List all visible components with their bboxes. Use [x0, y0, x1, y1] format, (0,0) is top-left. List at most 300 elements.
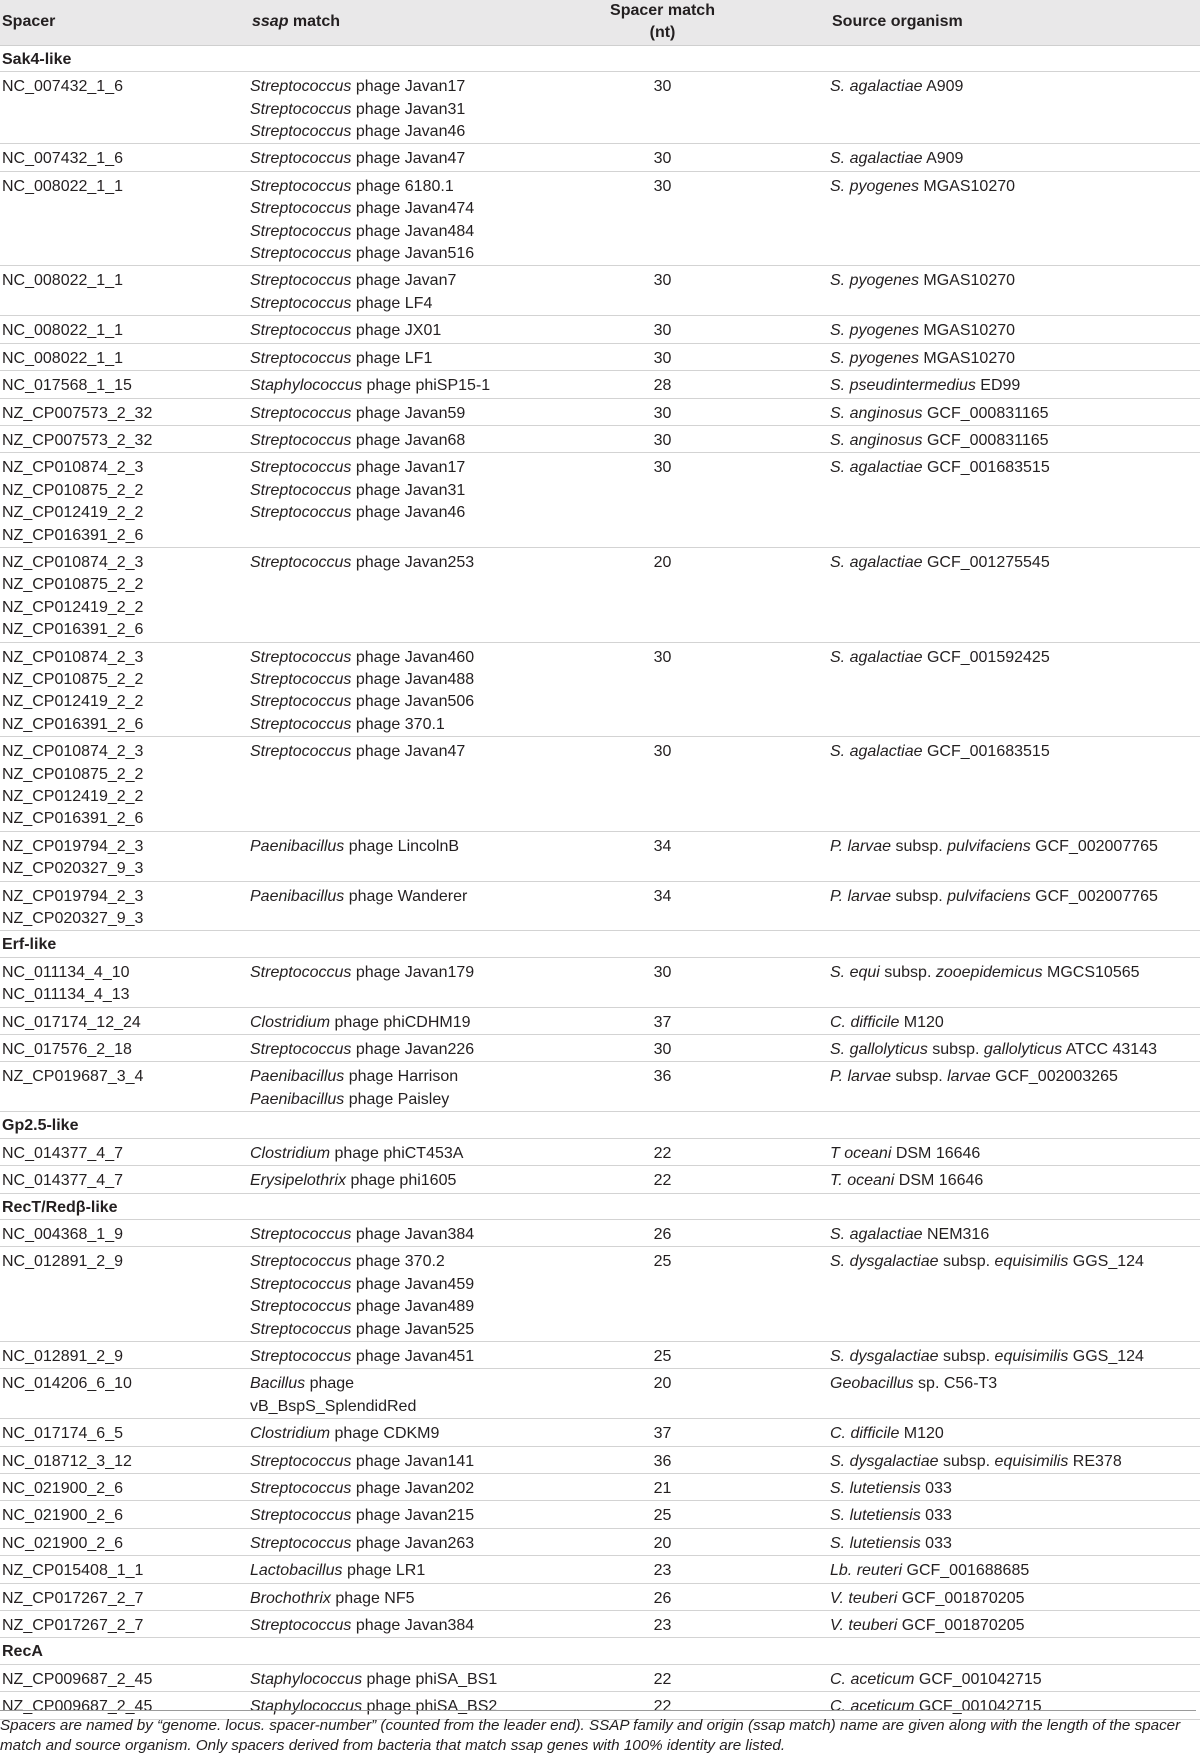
organism-italic: S. lutetiensis	[830, 1479, 921, 1497]
spacer-cell	[0, 1611, 250, 1638]
phage-genus: Clostridium	[250, 1013, 331, 1031]
phage-genus: Streptococcus	[250, 1041, 352, 1059]
organism-italic: T. oceani	[830, 1172, 895, 1190]
phage-genus: Streptococcus	[250, 349, 352, 367]
phage-label: phage 370.1	[351, 715, 445, 733]
source-organism-cell	[830, 1341, 1200, 1368]
source-organism-cell	[830, 1583, 1200, 1610]
spacer-id: NC_012891_2_9	[2, 1253, 123, 1271]
phage-label: phage Harrison	[344, 1068, 459, 1086]
phage-name	[250, 375, 595, 397]
phage-name	[250, 1615, 595, 1637]
spacer-match-nt-cell: 34	[595, 881, 830, 931]
ssap-match-cell	[250, 1166, 595, 1193]
table-row	[0, 1611, 1200, 1638]
spacer-match-nt-cell: 25	[595, 1501, 830, 1528]
phage-name	[250, 714, 595, 736]
spacer-id: NC_017174_12_24	[2, 1013, 141, 1031]
spacer-id: NZ_CP019687_3_4	[2, 1068, 144, 1086]
spacer-id: NC_021900_2_6	[2, 1534, 123, 1552]
phage-genus: Streptococcus	[250, 404, 352, 422]
spacer-id: NZ_CP007573_2_32	[2, 404, 153, 422]
phage-label: phage 6180.1	[351, 177, 454, 195]
source-organism-cell	[830, 1219, 1200, 1246]
spacer-id: NC_011134_4_10	[2, 963, 130, 981]
phage-name	[250, 1588, 595, 1610]
table-row	[0, 1007, 1200, 1034]
organism-italic: P. larvae	[830, 1068, 892, 1086]
spacer-id: NC_017174_6_5	[2, 1425, 123, 1443]
spacer-match-nt-cell: 22	[595, 1138, 830, 1165]
header-spacer-match-nt: Spacer match (nt)	[595, 0, 830, 45]
phage-name	[250, 243, 595, 265]
organism-italic: S. agalactiae	[830, 150, 923, 168]
organism-name	[830, 1170, 1200, 1192]
organism-italic: S. agalactiae	[830, 743, 923, 761]
spacer-cell	[0, 1369, 250, 1419]
phage-genus: Streptococcus	[250, 322, 352, 340]
source-organism-cell	[830, 425, 1200, 452]
table-row	[0, 642, 1200, 737]
organism-name	[830, 76, 1200, 98]
header-match-rest: match	[288, 13, 341, 31]
header-ssap-italic: ssap	[252, 13, 289, 31]
organism-text: GCF_000831165	[922, 431, 1049, 449]
organism-italic: V. teuberi	[830, 1589, 898, 1607]
phage-label: phage Javan47	[351, 150, 466, 168]
source-organism-cell	[830, 1369, 1200, 1419]
spacer-id: NC_008022_1_1	[2, 349, 123, 367]
phage-genus: Streptococcus	[250, 222, 352, 240]
spacer-id: NZ_CP010875_2_2	[2, 576, 144, 594]
phage-label: phage JX01	[351, 322, 442, 340]
source-organism-cell	[830, 266, 1200, 316]
phage-label: phage Javan384	[351, 1225, 475, 1243]
phage-genus: Streptococcus	[250, 272, 352, 290]
spacer-id: NC_017576_2_18	[2, 1041, 132, 1059]
table-row	[0, 547, 1200, 642]
spacer-id: NC_014377_4_7	[2, 1144, 123, 1162]
organism-text: DSM 16646	[891, 1144, 981, 1162]
phage-name	[250, 669, 595, 691]
phage-name	[250, 886, 595, 908]
organism-text: subsp.	[891, 1068, 948, 1086]
phage-label: phage Wanderer	[344, 887, 468, 905]
spacer-match-nt-cell: 30	[595, 425, 830, 452]
phage-name	[250, 1560, 595, 1582]
spacer-cell	[0, 1419, 250, 1446]
phage-genus: Streptococcus	[250, 78, 352, 96]
organism-name	[830, 1669, 1200, 1691]
organism-italic: C. aceticum	[830, 1670, 915, 1688]
spacer-cell	[0, 1166, 250, 1193]
spacer-id: NZ_CP012419_2_2	[2, 504, 144, 522]
organism-text: sp. C56-T3	[913, 1375, 998, 1393]
organism-name	[830, 1533, 1200, 1555]
organism-italic: S. agalactiae	[830, 459, 923, 477]
table-footnote: Spacers are named by “genome. locus. spacer-number” (counted from the leader end). SSAP family and origin (ssap match) name are given along with the length of the spacer match and source organism. Only spacers derived from bacteria that match ssap genes with 100% identity are listed.	[0, 1710, 1196, 1757]
organism-text: GGS_124	[1068, 1253, 1144, 1271]
phage-genus: Bacillus	[250, 1375, 306, 1393]
phage-label: phage Javan46	[351, 123, 466, 141]
phage-genus: Staphylococcus	[250, 1670, 363, 1688]
phage-label: phage phiSA_BS1	[362, 1670, 498, 1688]
spacer-id: NC_011134_4_13	[2, 986, 130, 1004]
organism-text: ATCC 43143	[1062, 1041, 1157, 1059]
table-row	[0, 1664, 1200, 1691]
table-body	[0, 45, 1200, 1719]
organism-name	[830, 320, 1200, 342]
spacer-match-nt-cell: 20	[595, 547, 830, 642]
organism-name	[830, 270, 1200, 292]
group-row	[0, 45, 1200, 71]
phage-genus: Streptococcus	[250, 715, 352, 733]
spacer-id: NC_014206_6_10	[2, 1375, 132, 1393]
ssap-match-cell	[250, 171, 595, 266]
phage-genus: Streptococcus	[250, 431, 352, 449]
table-row	[0, 1166, 1200, 1193]
spacer-id: NZ_CP020327_9_3	[2, 910, 144, 928]
phage-label: phage Paisley	[344, 1090, 450, 1108]
spacer-cell	[0, 1664, 250, 1691]
phage-name	[250, 1066, 595, 1088]
phage-name	[250, 430, 595, 452]
ssap-match-cell	[250, 737, 595, 832]
organism-text: subsp.	[927, 1041, 984, 1059]
header-ssap-match	[250, 0, 595, 45]
phage-name	[250, 836, 595, 858]
spacer-id: NZ_CP010874_2_3	[2, 459, 144, 477]
source-organism-cell	[830, 957, 1200, 1007]
organism-text: M120	[899, 1013, 944, 1031]
phage-genus: Streptococcus	[250, 150, 352, 168]
spacer-id: NZ_CP017267_2_7	[2, 1617, 144, 1634]
spacer-cell	[0, 1528, 250, 1555]
phage-genus: Streptococcus	[250, 1534, 352, 1552]
table-row	[0, 1062, 1200, 1112]
phage-label: phage Javan17	[351, 459, 466, 477]
organism-text: GCF_002003265	[990, 1068, 1118, 1086]
phage-label: phage Javan68	[351, 431, 466, 449]
spacer-match-nt-cell: 37	[595, 1419, 830, 1446]
organism-name	[830, 1478, 1200, 1500]
organism-text: M120	[899, 1425, 944, 1443]
phage-label: phage Javan474	[351, 200, 475, 218]
spacer-cell	[0, 957, 250, 1007]
spacer-id: NC_018712_3_12	[2, 1452, 132, 1470]
spacer-cell	[0, 1341, 250, 1368]
organism-italic: S. agalactiae	[830, 553, 923, 571]
table-row	[0, 398, 1200, 425]
spacer-match-nt-cell: 22	[595, 1166, 830, 1193]
organism-italic: S. dysgalactiae	[830, 1347, 939, 1365]
table-row	[0, 371, 1200, 398]
table-row	[0, 1247, 1200, 1342]
phage-label: phage NF5	[330, 1589, 415, 1607]
spacer-match-nt-cell: 22	[595, 1664, 830, 1691]
organism-name	[830, 552, 1200, 574]
source-organism-cell	[830, 453, 1200, 548]
source-organism-cell	[830, 1611, 1200, 1638]
phage-label: phage LR1	[342, 1562, 426, 1580]
ssap-match-cell	[250, 1247, 595, 1342]
phage-name	[250, 1143, 595, 1165]
source-organism-cell	[830, 547, 1200, 642]
ssap-match-cell	[250, 1369, 595, 1419]
phage-label: phage Javan31	[351, 481, 466, 499]
phage-genus: Streptococcus	[250, 1507, 352, 1525]
phage-label: phage Javan489	[351, 1298, 475, 1316]
spacer-id: NZ_CP012419_2_2	[2, 598, 144, 616]
phage-name	[250, 1451, 595, 1473]
organism-text: MGAS10270	[918, 177, 1016, 195]
organism-name	[830, 1505, 1200, 1527]
spacer-match-nt-cell: 22	[595, 1692, 830, 1719]
organism-name	[830, 1066, 1200, 1088]
spacer-cell	[0, 1446, 250, 1473]
ssap-match-cell	[250, 547, 595, 642]
phage-label: phage Javan525	[351, 1320, 475, 1338]
phage-genus: Streptococcus	[250, 1347, 352, 1365]
source-organism-cell	[830, 1062, 1200, 1112]
phage-label: phage Javan506	[351, 693, 475, 711]
organism-name	[830, 176, 1200, 198]
phage-label: phage Javan488	[351, 670, 475, 688]
organism-italic: S. pyogenes	[830, 349, 919, 367]
organism-name	[830, 1012, 1200, 1034]
phage-genus: Streptococcus	[250, 481, 352, 499]
phage-name	[250, 691, 595, 713]
ssap-match-cell	[250, 266, 595, 316]
phage-genus: Streptococcus	[250, 743, 352, 761]
ssap-match-cell	[250, 1611, 595, 1638]
spacer-match-nt-cell: 34	[595, 831, 830, 881]
phage-label: phage Javan31	[351, 100, 466, 118]
organism-name	[830, 348, 1200, 370]
ssap-match-cell	[250, 1501, 595, 1528]
table-row	[0, 72, 1200, 144]
table-row	[0, 881, 1200, 931]
phage-name	[250, 320, 595, 342]
phage-name	[250, 552, 595, 574]
phage-genus: Brochothrix	[250, 1589, 331, 1607]
organism-italic: S. pseudintermedius	[830, 377, 976, 395]
ssap-match-cell	[250, 1446, 595, 1473]
spacer-match-nt-cell: 21	[595, 1473, 830, 1500]
spacer-cell	[0, 642, 250, 737]
organism-italic: S. pyogenes	[830, 322, 919, 340]
source-organism-cell	[830, 343, 1200, 370]
table-row	[0, 425, 1200, 452]
ssap-match-cell	[250, 1062, 595, 1112]
phage-genus: Streptococcus	[250, 1253, 352, 1271]
phage-name	[250, 293, 595, 315]
organism-text: DSM 16646	[894, 1172, 984, 1190]
phage-genus: Erysipelothrix	[250, 1172, 347, 1190]
phage-genus: Paenibacillus	[250, 837, 345, 855]
ssap-match-cell	[250, 398, 595, 425]
source-organism-cell	[830, 1419, 1200, 1446]
spacer-id: NC_017568_1_15	[2, 377, 132, 395]
organism-italic: gallolyticus	[983, 1041, 1063, 1059]
spacer-cell	[0, 398, 250, 425]
ssap-match-cell	[250, 316, 595, 343]
source-organism-cell	[830, 1473, 1200, 1500]
phage-label: vB_BspS_SplendidRed	[250, 1397, 417, 1415]
spacer-cell	[0, 371, 250, 398]
spacer-match-nt-cell: 30	[595, 171, 830, 266]
phage-label: phage LF4	[351, 294, 433, 312]
organism-name	[830, 1588, 1200, 1610]
organism-italic: C. aceticum	[830, 1698, 915, 1716]
table-row	[0, 1583, 1200, 1610]
phage-name	[250, 148, 595, 170]
organism-name	[830, 1373, 1200, 1395]
spacer-id: NZ_CP010875_2_2	[2, 765, 144, 783]
phage-genus: Streptococcus	[250, 1298, 352, 1316]
phage-genus: Streptococcus	[250, 1617, 352, 1634]
source-organism-cell	[830, 642, 1200, 737]
spacer-id: NC_008022_1_1	[2, 272, 123, 290]
phage-genus: Streptococcus	[250, 294, 352, 312]
phage-genus: Staphylococcus	[250, 1698, 363, 1716]
spacer-cell	[0, 1583, 250, 1610]
organism-text: A909	[922, 78, 964, 96]
source-organism-cell	[830, 1446, 1200, 1473]
spacer-cell	[0, 1219, 250, 1246]
spacer-cell	[0, 1035, 250, 1062]
phage-genus: Clostridium	[250, 1425, 331, 1443]
spacer-id: NZ_CP020327_9_3	[2, 860, 144, 878]
source-organism-cell	[830, 1035, 1200, 1062]
phage-genus: Streptococcus	[250, 553, 352, 571]
table-row	[0, 316, 1200, 343]
ssap-match-cell	[250, 642, 595, 737]
spacer-id: NZ_CP012419_2_2	[2, 693, 144, 711]
spacer-match-nt-cell: 26	[595, 1219, 830, 1246]
spacer-cell	[0, 72, 250, 144]
phage-name	[250, 1346, 595, 1368]
phage-label: phage Javan516	[351, 245, 475, 263]
source-organism-cell	[830, 398, 1200, 425]
phage-name	[250, 76, 595, 98]
spacer-cell	[0, 453, 250, 548]
spacer-id: NZ_CP010875_2_2	[2, 670, 144, 688]
organism-text: 033	[920, 1507, 952, 1525]
source-organism-cell	[830, 171, 1200, 266]
organism-text: subsp.	[891, 887, 948, 905]
organism-italic: S. gallolyticus	[830, 1041, 928, 1059]
source-organism-cell	[830, 1664, 1200, 1691]
source-organism-cell	[830, 737, 1200, 832]
phage-label: phage Javan179	[351, 963, 475, 981]
ssap-match-cell	[250, 1473, 595, 1500]
organism-name	[830, 1451, 1200, 1473]
organism-text: GCF_001683515	[922, 459, 1050, 477]
organism-text: subsp.	[938, 1253, 995, 1271]
phage-genus: Streptococcus	[250, 1225, 352, 1243]
spacer-match-nt-cell: 37	[595, 1007, 830, 1034]
organism-italic: P. larvae	[830, 887, 892, 905]
organism-italic: equisimilis	[994, 1452, 1069, 1470]
spacer-match-nt-cell: 36	[595, 1062, 830, 1112]
organism-name	[830, 1560, 1200, 1582]
ssap-match-cell	[250, 1556, 595, 1583]
organism-name	[830, 962, 1200, 984]
spacer-match-nt-cell: 26	[595, 1583, 830, 1610]
organism-name	[830, 1039, 1200, 1061]
phage-label: phage Javan484	[351, 222, 475, 240]
spacer-id: NC_008022_1_1	[2, 177, 123, 195]
spacer-cell	[0, 1007, 250, 1034]
phage-label: phage Javan47	[351, 743, 466, 761]
phage-name	[250, 348, 595, 370]
phage-name	[250, 1396, 595, 1418]
phage-label: phage Javan263	[351, 1534, 475, 1552]
spacer-match-nt-cell: 25	[595, 1247, 830, 1342]
phage-label: phage Javan459	[351, 1275, 475, 1293]
phage-name	[250, 647, 595, 669]
table-row	[0, 1419, 1200, 1446]
ssap-match-cell	[250, 1419, 595, 1446]
organism-italic: C. difficile	[830, 1425, 900, 1443]
organism-italic: pulvifaciens	[947, 887, 1031, 905]
phage-genus: Streptococcus	[250, 1479, 352, 1497]
phage-name	[250, 1319, 595, 1341]
organism-name	[830, 148, 1200, 170]
organism-name	[830, 886, 1200, 908]
phage-name	[250, 1224, 595, 1246]
organism-text: GCF_002007765	[1030, 837, 1158, 855]
organism-text: RE378	[1068, 1452, 1122, 1470]
ssap-match-cell	[250, 957, 595, 1007]
table-row	[0, 144, 1200, 171]
organism-name	[830, 647, 1200, 669]
table-row	[0, 1501, 1200, 1528]
spacer-id: NZ_CP012419_2_2	[2, 788, 144, 805]
table-row	[0, 1219, 1200, 1246]
phage-name	[250, 1089, 595, 1111]
spacer-id: NC_021900_2_6	[2, 1507, 123, 1525]
phage-genus: Paenibacillus	[250, 887, 345, 905]
phage-genus: Staphylococcus	[250, 377, 363, 395]
source-organism-cell	[830, 1138, 1200, 1165]
spacer-cell	[0, 1501, 250, 1528]
organism-italic: pulvifaciens	[947, 837, 1031, 855]
ssap-match-cell	[250, 343, 595, 370]
spacer-id: NC_014377_4_7	[2, 1172, 123, 1190]
organism-text: NEM316	[922, 1225, 990, 1243]
table-row	[0, 1556, 1200, 1583]
spacer-id: NC_008022_1_1	[2, 322, 123, 340]
phage-name	[250, 99, 595, 121]
phage-name	[250, 1533, 595, 1555]
ssap-match-cell	[250, 371, 595, 398]
phage-name	[250, 176, 595, 198]
organism-name	[830, 1224, 1200, 1246]
organism-italic: V. teuberi	[830, 1617, 898, 1634]
spacer-id: NZ_CP016391_2_6	[2, 715, 144, 733]
phage-name	[250, 121, 595, 143]
spacer-cell	[0, 1473, 250, 1500]
organism-name	[830, 403, 1200, 425]
phage-name	[250, 1251, 595, 1273]
group-label: Sak4-like	[0, 45, 1200, 71]
source-organism-cell	[830, 1166, 1200, 1193]
ssap-match-cell	[250, 144, 595, 171]
table-row	[0, 171, 1200, 266]
spacer-id: NZ_CP019794_2_3	[2, 887, 144, 905]
